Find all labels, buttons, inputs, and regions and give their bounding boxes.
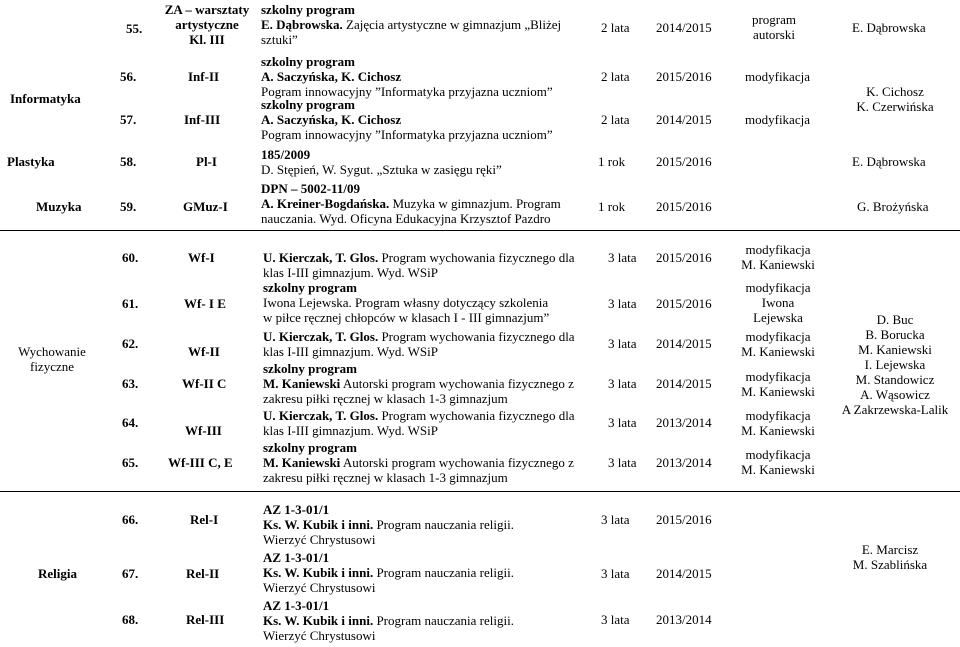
program-description: szkolny program E. Dąbrowska. Zajęcia artystyczne w gimnazjum „Bliżej sztuki” bbox=[261, 2, 562, 47]
program-code: Inf-III bbox=[184, 112, 221, 127]
period: 2014/2015 bbox=[656, 20, 712, 35]
row-number: 55. bbox=[126, 21, 143, 36]
row-number: 59. bbox=[120, 199, 137, 214]
program-code: Wf-II C bbox=[182, 376, 227, 391]
period: 2015/2016 bbox=[656, 296, 712, 311]
row-number: 62. bbox=[122, 336, 139, 351]
row-number: 63. bbox=[122, 376, 139, 391]
row-number: 56. bbox=[120, 69, 137, 84]
period: 2015/2016 bbox=[656, 69, 712, 84]
period: 2013/2014 bbox=[656, 612, 712, 627]
period: 2014/2015 bbox=[656, 112, 712, 127]
program-code: Wf-III C, E bbox=[168, 455, 233, 470]
duration: 2 lata bbox=[601, 20, 630, 35]
duration: 2 lata bbox=[601, 112, 630, 127]
program-description: szkolny program M. Kaniewski Autorski program wychowania fizycznego z zakresu piłki ręcznej w klasach 1-3 gimnazjum bbox=[263, 440, 574, 485]
program-code: Rel-I bbox=[190, 512, 219, 527]
program-type: modyfikacja M. Kaniewski bbox=[741, 408, 815, 438]
program-type: modyfikacja M. Kaniewski bbox=[741, 447, 815, 477]
program-type: modyfikacja M. Kaniewski bbox=[741, 369, 815, 399]
duration: 3 lata bbox=[608, 250, 637, 265]
subject-informatyka: Informatyka bbox=[10, 91, 81, 106]
period: 2015/2016 bbox=[656, 512, 712, 527]
subject-religia: Religia bbox=[38, 566, 77, 581]
duration: 3 lata bbox=[608, 376, 637, 391]
teacher: G. Brożyńska bbox=[857, 199, 929, 214]
teacher-list: K. Cichosz K. Czerwińska bbox=[856, 84, 934, 114]
program-code: Wf-I bbox=[188, 250, 215, 265]
program-type: modyfikacja bbox=[745, 112, 810, 127]
teacher-list: E. Marcisz M. Szablińska bbox=[852, 542, 928, 572]
program-type: modyfikacja bbox=[745, 69, 810, 84]
program-description: AZ 1-3-01/1 Ks. W. Kubik i inni. Program nauczania religii. Wierzyć Chrystusowi bbox=[263, 598, 514, 643]
row-number: 57. bbox=[120, 112, 137, 127]
program-description: szkolny program A. Saczyńska, K. Cichosz Pogram innowacyjny ”Informatyka przyjazna uczniom” bbox=[261, 54, 553, 99]
program-description: szkolny program M. Kaniewski Autorski program wychowania fizycznego z zakresu piłki ręcznej w klasach 1-3 gimnazjum bbox=[263, 361, 574, 406]
period: 2014/2015 bbox=[656, 376, 712, 391]
subject-plastyka: Plastyka bbox=[7, 154, 55, 169]
duration: 3 lata bbox=[608, 455, 637, 470]
row-number: 65. bbox=[122, 455, 139, 470]
program-description: AZ 1-3-01/1 Ks. W. Kubik i inni. Program nauczania religii. Wierzyć Chrystusowi bbox=[263, 502, 514, 547]
subject-wychowanie-fizyczne: Wychowanie fizyczne bbox=[18, 344, 86, 374]
duration: 3 lata bbox=[601, 612, 630, 627]
program-description: U. Kierczak, T. Glos. Program wychowania fizycznego dla klas I-III gimnazjum. Wyd. WSiP bbox=[263, 408, 575, 438]
program-type: modyfikacja M. Kaniewski bbox=[741, 242, 815, 272]
program-description: 185/2009 D. Stępień, W. Sygut. „Sztuka w zasięgu ręki” bbox=[261, 147, 502, 177]
program-type: modyfikacja M. Kaniewski bbox=[741, 329, 815, 359]
row-number: 68. bbox=[122, 612, 139, 627]
section-divider bbox=[0, 230, 960, 231]
program-code: Wf- I E bbox=[184, 296, 226, 311]
section-divider bbox=[0, 491, 960, 492]
duration: 3 lata bbox=[608, 336, 637, 351]
period: 2015/2016 bbox=[656, 154, 712, 169]
period: 2014/2015 bbox=[656, 566, 712, 581]
teacher: E. Dąbrowska bbox=[852, 154, 926, 169]
duration: 3 lata bbox=[601, 566, 630, 581]
program-code: Wf-II bbox=[188, 344, 220, 359]
duration: 3 lata bbox=[601, 512, 630, 527]
row-number: 64. bbox=[122, 415, 139, 430]
period: 2014/2015 bbox=[656, 336, 712, 351]
row-number: 61. bbox=[122, 296, 139, 311]
duration: 3 lata bbox=[608, 296, 637, 311]
row-number: 60. bbox=[122, 250, 139, 265]
row-number: 58. bbox=[120, 154, 137, 169]
program-type: modyfikacja Iwona Lejewska bbox=[745, 280, 811, 325]
teacher: E. Dąbrowska bbox=[852, 20, 926, 35]
row-number: 67. bbox=[122, 566, 139, 581]
program-code: Inf-II bbox=[188, 69, 220, 84]
teacher-list: D. Buc B. Borucka M. Kaniewski I. Lejewska M. Standowicz A. Wąsowicz A Zakrzewska-Lalik bbox=[841, 312, 949, 417]
program-description: U. Kierczak, T. Glos. Program wychowania fizycznego dla klas I-III gimnazjum. Wyd. WSiP bbox=[263, 329, 575, 359]
program-description: szkolny program A. Saczyńska, K. Cichosz Pogram innowacyjny ”Informatyka przyjazna uczniom” bbox=[261, 97, 553, 142]
program-code: Rel-III bbox=[186, 612, 225, 627]
duration: 1 rok bbox=[598, 199, 626, 214]
program-code: Wf-III bbox=[185, 423, 222, 438]
program-code: Rel-II bbox=[186, 566, 220, 581]
period: 2013/2014 bbox=[656, 455, 712, 470]
period: 2015/2016 bbox=[656, 199, 712, 214]
period: 2015/2016 bbox=[656, 250, 712, 265]
duration: 3 lata bbox=[608, 415, 637, 430]
program-code: ZA – warsztaty artystyczne Kl. III bbox=[164, 2, 250, 47]
program-description: AZ 1-3-01/1 Ks. W. Kubik i inni. Program nauczania religii. Wierzyć Chrystusowi bbox=[263, 550, 514, 595]
program-description: szkolny program Iwona Lejewska. Program własny dotyczący szkolenia w piłce ręcznej chłopców w klasach I - III gimnazjum” bbox=[263, 280, 550, 325]
program-type: program autorski bbox=[751, 12, 797, 42]
program-code: GMuz-I bbox=[183, 199, 228, 214]
program-description: U. Kierczak, T. Glos. Program wychowania fizycznego dla klas I-III gimnazjum. Wyd. WSiP bbox=[263, 250, 575, 280]
program-code: Pl-I bbox=[196, 154, 217, 169]
duration: 2 lata bbox=[601, 69, 630, 84]
duration: 1 rok bbox=[598, 154, 626, 169]
period: 2013/2014 bbox=[656, 415, 712, 430]
program-description: DPN – 5002-11/09 A. Kreiner-Bogdańska. Muzyka w gimnazjum. Program nauczania. Wyd. Oficyna Edukacyjna Krzysztof Pazdro bbox=[261, 181, 561, 226]
subject-muzyka: Muzyka bbox=[36, 199, 82, 214]
row-number: 66. bbox=[122, 512, 139, 527]
